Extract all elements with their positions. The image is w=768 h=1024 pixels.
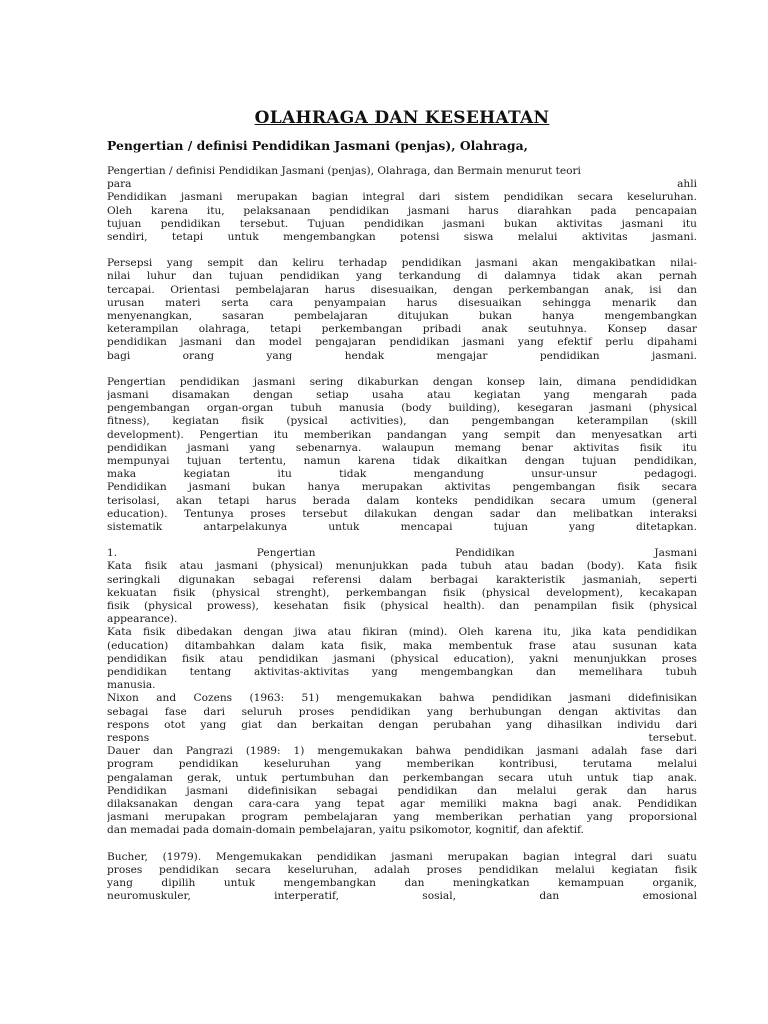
text-line: Persepsi yang sempit dan keliru terhadap pendidikan jasmani akan mengakibatkan nilai- <box>107 257 697 270</box>
text-line: maka kegiatan itu tidak mengandung unsur-unsur pedagogi. <box>107 468 697 481</box>
text-line: pendidikan fisik atau pendidikan jasmani (physical education), yakni menunjukkan proses <box>107 652 697 665</box>
text-line: nilai luhur dan tujuan pendidikan yang terkandung di dalamnya tidak akan pernah <box>107 270 697 283</box>
text-line: 1. Pengertian Pendidikan Jasmani <box>107 547 697 560</box>
text-line: Pendidikan jasmani didefinisikan sebagai pendidikan dan melalui gerak dan harus <box>107 784 697 797</box>
text-line: pengalaman gerak, untuk pertumbuhan dan perkembangan secara utuh untuk tiap anak. <box>107 771 697 784</box>
text-line: Dauer dan Pangrazi (1989: 1) mengemukakan bahwa pendidikan jasmani adalah fase dari <box>107 745 697 758</box>
text-line: terisolasi, akan tetapi harus berada dalam konteks pendidikan secara umum (general <box>107 494 697 507</box>
text-line: dilaksanakan dengan cara-cara yang tepat agar memiliki makna bagi anak. Pendidikan <box>107 798 697 811</box>
text-line: tujuan pendidikan tersebut. Tujuan pendidikan jasmani bukan aktivitas jasmani itu <box>107 217 697 230</box>
text-line: development). Pengertian itu memberikan pandangan yang sempit dan menyesatkan arti <box>107 428 697 441</box>
text-line: Pendidikan jasmani bukan hanya merupakan aktivitas pengembangan fisik secara <box>107 481 697 494</box>
text-line: proses pendidikan secara keseluruhan, adalah proses pendidikan melalui kegiatan fisik <box>107 863 697 876</box>
text-line: education). Tentunya proses tersebut dilakukan dengan sadar dan melibatkan interaksi <box>107 507 697 520</box>
text-line: mempunyai tujuan tertentu, namun karena tidak dikaitkan dengan tujuan pendidikan, <box>107 455 697 468</box>
paragraph <box>107 851 697 904</box>
text-line: menyenangkan, sasaran pembelajaran ditujukan bukan hanya mengembangkan <box>107 310 697 323</box>
paragraph <box>107 257 697 363</box>
document-body <box>107 165 697 903</box>
text-line: sistematik antarpelakunya untuk mencapai tujuan yang ditetapkan. <box>107 521 697 534</box>
paragraph-spacer <box>107 244 697 257</box>
text-line: jasmani disamakan dengan setiap usaha atau kegiatan yang mengarah pada <box>107 389 697 402</box>
document-title: OLAHRAGA DAN KESEHATAN <box>254 108 550 128</box>
text-line: pendidikan jasmani yang sebenarnya. walaupun memang benar aktivitas fisik itu <box>107 441 697 454</box>
text-line: Kata fisik dibedakan dengan jiwa atau fikiran (mind). Oleh karena itu, jika kata pendidikan <box>107 626 697 639</box>
paragraph-spacer <box>107 363 697 376</box>
document-page <box>107 108 697 903</box>
paragraph <box>107 547 697 837</box>
text-line: Kata fisik atau jasmani (physical) menunjukkan pada tubuh atau badan (body). Kata fisik <box>107 560 697 573</box>
text-line: bagi orang yang hendak mengajar pendidikan jasmani. <box>107 349 697 362</box>
text-line: appearance). <box>107 613 178 626</box>
paragraph-spacer <box>107 534 697 547</box>
text-line: fitness), kegiatan fisik (pysical activities), dan pengembangan keterampilan (skill <box>107 415 697 428</box>
text-line: (education) ditambahkan dalam kata fisik, maka membentuk frase atau susunan kata <box>107 639 697 652</box>
text-line: keterampilan olahraga, tetapi perkembangan pribadi anak seutuhnya. Konsep dasar <box>107 323 697 336</box>
document-subtitle: Pengertian / definisi Pendidikan Jasmani (penjas), Olahraga, <box>107 138 528 153</box>
paragraph <box>107 376 697 534</box>
text-line: jasmani merupakan program pembelajaran yang memberikan perhatian yang proporsional <box>107 811 697 824</box>
text-line: sendiri, tetapi untuk mengembangkan potensi siswa melalui aktivitas jasmani. <box>107 231 697 243</box>
text-line: fisik (physical prowess), kesehatan fisik (physical health). dan penampilan fisik (physical <box>107 600 697 613</box>
text-line: Nixon and Cozens (1963: 51) mengemukakan bahwa pendidikan jasmani didefinisikan <box>107 692 697 705</box>
paragraph <box>107 165 697 244</box>
text-line: Pengertian pendidikan jasmani sering dikaburkan dengan konsep lain, dimana pendididkan <box>107 375 697 388</box>
text-line: manusia. <box>107 679 156 692</box>
text-line: sebagai fase dari seluruh proses pendidikan yang berhubungan dengan aktivitas dan <box>107 705 697 718</box>
text-line: yang dipilih untuk mengembangkan dan meningkatkan kemampuan organik, <box>107 877 697 890</box>
text-line: respons otot yang giat dan berkaitan dengan perubahan yang dihasilkan individu dari <box>107 718 697 731</box>
paragraph-spacer <box>107 838 697 851</box>
text-line: dan memadai pada domain-domain pembelajaran, yaitu psikomotor, kognitif, dan afektif. <box>107 824 584 837</box>
text-line: seringkali digunakan sebagai referensi dalam berbagai karakteristik jasmaniah, seperti <box>107 573 697 586</box>
text-line: urusan materi serta cara penyampaian harus disesuaikan sehingga menarik dan <box>107 296 697 309</box>
text-line: Bucher, (1979). Mengemukakan pendidikan jasmani merupakan bagian integral dari suatu <box>107 850 697 863</box>
text-line: tercapai. Orientasi pembelajaran harus disesuaikan, dengan perkembangan anak, isi dan <box>107 283 697 296</box>
text-line: kekuatan fisik (physical strenght), perkembangan fisik (physical development), kecakapan <box>107 586 697 599</box>
text-line: Oleh karena itu, pelaksanaan pendidikan jasmani harus diarahkan pada pencapaian <box>107 204 697 217</box>
text-line: pengembangan organ-organ tubuh manusia (body building), kesegaran jasmani (physical <box>107 402 697 415</box>
text-line: pendidikan jasmani dan model pengajaran pendidikan jasmani yang efektif perlu dipahami <box>107 336 697 349</box>
text-line: pendidikan tentang aktivitas-aktivitas yang mengembangkan dan memelihara tubuh <box>107 666 697 679</box>
text-line: para ahli <box>107 178 697 191</box>
text-line: program pendidikan keseluruhan yang memberikan kontribusi, terutama melalui <box>107 758 697 771</box>
text-line: Pendidikan jasmani merupakan bagian integral dari sistem pendidikan secara keseluruhan. <box>107 191 697 204</box>
text-line: Pengertian / definisi Pendidikan Jasmani (penjas), Olahraga, dan Bermain menurut teori <box>107 165 581 177</box>
text-line: neuromuskuler, interperatif, sosial, dan emosional <box>107 890 697 903</box>
text-line: respons tersebut. <box>107 732 697 745</box>
